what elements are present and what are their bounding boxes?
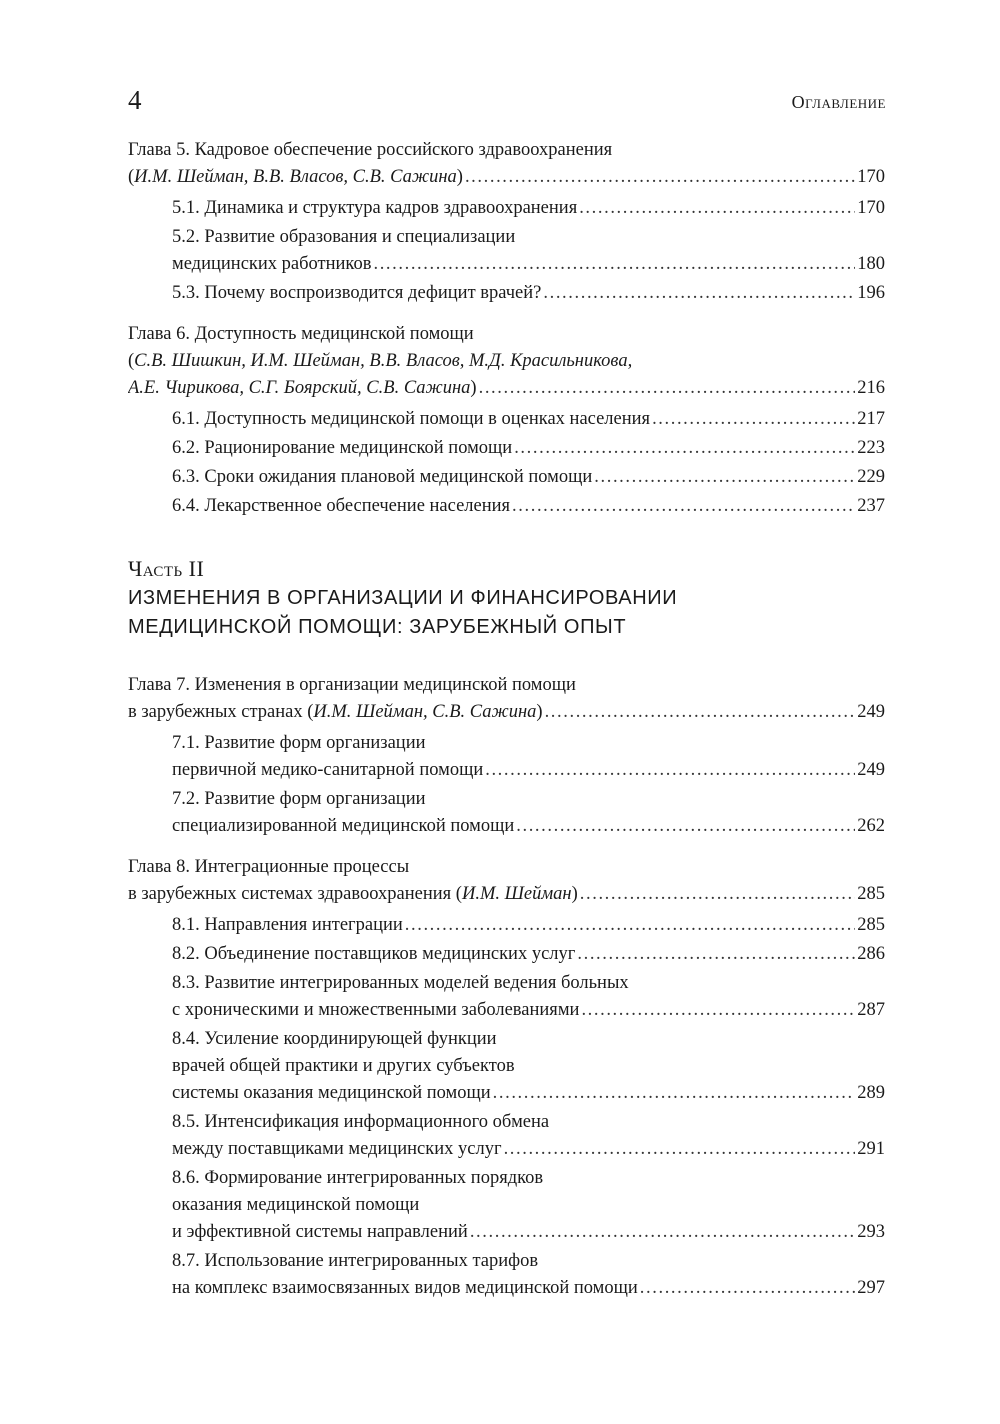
authors-names: С.В. Шишкин, И.М. Шейман, В.В. Власов, М.Д. Красильникова, [134, 351, 633, 371]
section-entry [128, 970, 885, 1024]
section-entry [128, 1248, 885, 1302]
chapter-prefix: в зарубежных системах здравоохранения ( [128, 884, 462, 904]
dot-leader [479, 375, 856, 402]
section-title: системы оказания медицинской помощи [172, 1083, 491, 1103]
section-entry [128, 912, 885, 939]
section-title: специализированной медицинской помощи [172, 816, 515, 836]
section-entry [128, 493, 885, 520]
page-number: 4 [128, 85, 142, 115]
page-ref: 180 [857, 254, 885, 274]
section-entry [128, 280, 885, 307]
dot-leader [516, 813, 855, 840]
entry-text [172, 464, 592, 491]
page-ref: 249 [857, 760, 885, 780]
section-title-line: 8.7. Использование интегрированных тарифов [172, 1251, 539, 1271]
section-title: 5.1. Динамика и структура кадров здравоохранения [172, 198, 578, 218]
section-entry-line [128, 493, 885, 520]
section-entry-line [128, 406, 885, 433]
section-entry-line [128, 251, 885, 278]
entry-text [172, 493, 510, 520]
entry-text [172, 997, 579, 1024]
chapter-entry-line [128, 699, 885, 726]
section-title-line: оказания медицинской помощи [172, 1195, 420, 1215]
page-ref: 217 [857, 409, 885, 429]
section-entry [128, 406, 885, 433]
page-ref: 170 [857, 167, 885, 187]
section-title-line: 8.3. Развитие интегрированных моделей ведения больных [172, 973, 629, 993]
chapter-entry-line [128, 881, 885, 908]
section-title: 8.1. Направления интеграции [172, 915, 403, 935]
entry-text [128, 375, 477, 402]
entry-text [172, 813, 514, 840]
entry-text [172, 941, 575, 968]
section-title-line: 8.6. Формирование интегрированных порядков [172, 1168, 544, 1188]
dot-leader [504, 1136, 856, 1163]
chapter-entry-line [128, 164, 885, 191]
page-ref: 249 [857, 702, 885, 722]
entry-text [172, 280, 541, 307]
page-ref: 291 [857, 1139, 885, 1159]
page-ref: 293 [857, 1222, 885, 1242]
part-title-line: МЕДИЦИНСКОЙ ПОМОЩИ: ЗАРУБЕЖНЫЙ ОПЫТ [128, 616, 627, 638]
entry-text [172, 1080, 491, 1107]
chapters-group-b [128, 672, 885, 1302]
part-title-line: ИЗМЕНЕНИЯ В ОРГАНИЗАЦИИ И ФИНАНСИРОВАНИИ [128, 587, 678, 609]
section-entry-line [128, 912, 885, 939]
dot-leader [470, 1219, 855, 1246]
section-title: на комплекс взаимосвязанных видов медицинской помощи [172, 1278, 638, 1298]
entry-text [172, 406, 650, 433]
section-title: 5.3. Почему воспроизводится дефицит врачей? [172, 283, 542, 303]
section-title-line: 7.2. Развитие форм организации [172, 789, 426, 809]
dot-leader [652, 406, 855, 433]
chapter-title-line: Глава 6. Доступность медицинской помощи [128, 324, 474, 344]
chapter-suffix: ) [456, 167, 463, 187]
page-ref: 297 [857, 1278, 885, 1298]
chapter-authors-line [128, 348, 885, 375]
chapter-authors: И.М. Шейман [461, 884, 572, 904]
chapter-suffix: ) [571, 884, 578, 904]
page-ref: 196 [857, 283, 885, 303]
section-entry-line [128, 941, 885, 968]
section-entry [128, 464, 885, 491]
section-entry [128, 1026, 885, 1107]
section-entry [128, 195, 885, 222]
section-title: 8.2. Объединение поставщиков медицинских услуг [172, 944, 576, 964]
page-ref: 285 [857, 915, 885, 935]
entry-text [172, 1136, 502, 1163]
page-ref: 223 [857, 438, 885, 458]
entry-text [128, 164, 463, 191]
section-title-line: 7.1. Развитие форм организации [172, 733, 426, 753]
dot-leader [581, 997, 855, 1024]
section-title: 6.4. Лекарственное обеспечение населения [172, 496, 511, 516]
chapter-ch5 [128, 137, 885, 307]
chapters-group-a [128, 137, 885, 520]
section-entry-line [128, 1080, 885, 1107]
section-entry [128, 941, 885, 968]
chapter-title-line: Глава 8. Интеграционные процессы [128, 857, 410, 877]
section-title-line: 5.2. Развитие образования и специализации [172, 227, 516, 247]
chapter-prefix: ( [128, 167, 135, 187]
chapter-suffix: ) [536, 702, 543, 722]
entry-text [128, 881, 578, 908]
dot-leader [640, 1275, 855, 1302]
section-title: 6.1. Доступность медицинской помощи в оценках населения [172, 409, 651, 429]
section-entry [128, 1165, 885, 1246]
section-entry-line [128, 757, 885, 784]
chapter-authors: И.М. Шейман, С.В. Сажина [313, 702, 537, 722]
section-title-line: врачей общей практики и других субъектов [172, 1056, 515, 1076]
section-entry-line [128, 464, 885, 491]
section-entry-line [128, 280, 885, 307]
section-title: и эффективной системы направлений [172, 1222, 468, 1242]
page-ref: 285 [857, 884, 885, 904]
section-title: медицинских работников [172, 254, 372, 274]
section-entry [128, 730, 885, 784]
page-ref: 287 [857, 1000, 885, 1020]
entry-text [172, 912, 403, 939]
section-title: 6.3. Сроки ожидания плановой медицинской помощи [172, 467, 593, 487]
entry-text [172, 1275, 638, 1302]
authors-open: ( [128, 351, 135, 371]
section-title: с хроническими и множественными заболеваниями [172, 1000, 580, 1020]
entry-text [172, 251, 371, 278]
dot-leader [514, 435, 855, 462]
entry-text [172, 195, 577, 222]
entry-text [128, 699, 543, 726]
page-ref: 286 [857, 944, 885, 964]
section-entry-line [128, 195, 885, 222]
section-entry-line [128, 435, 885, 462]
section-entry [128, 224, 885, 278]
section-entry-line [128, 813, 885, 840]
chapter-ch7 [128, 672, 885, 840]
section-entry [128, 786, 885, 840]
chapter-suffix: ) [470, 378, 477, 398]
dot-leader [577, 941, 855, 968]
chapter-ch6 [128, 321, 885, 520]
page-ref: 216 [857, 378, 885, 398]
page-ref: 229 [857, 467, 885, 487]
part-heading [128, 554, 885, 642]
dot-leader [485, 757, 855, 784]
section-entry-line [128, 1275, 885, 1302]
section-entry [128, 435, 885, 462]
dot-leader [465, 164, 855, 191]
table-of-contents [128, 137, 885, 1316]
chapter-authors: А.Е. Чирикова, С.Г. Боярский, С.В. Сажина [128, 378, 471, 398]
page-header [128, 84, 886, 124]
part-label: Часть II [128, 556, 205, 581]
dot-leader [493, 1080, 856, 1107]
section-title-line: 8.4. Усиление координирующей функции [172, 1029, 497, 1049]
section-entry-line [128, 1219, 885, 1246]
dot-leader [543, 280, 855, 307]
chapter-authors: И.М. Шейман, В.В. Власов, С.В. Сажина [134, 167, 457, 187]
section-title: 6.2. Рационирование медицинской помощи [172, 438, 513, 458]
dot-leader [545, 699, 856, 726]
entry-text [172, 1219, 468, 1246]
section-title: между поставщиками медицинских услуг [172, 1139, 502, 1159]
dot-leader [594, 464, 855, 491]
chapter-title-line: Глава 7. Изменения в организации медицинской помощи [128, 675, 576, 695]
chapter-prefix: в зарубежных странах ( [128, 702, 314, 722]
dot-leader [512, 493, 855, 520]
chapter-ch8 [128, 854, 885, 1302]
section-entry [128, 1109, 885, 1163]
page-ref: 170 [857, 198, 885, 218]
section-title-line: 8.5. Интенсификация информационного обмена [172, 1112, 550, 1132]
section-entry-line [128, 997, 885, 1024]
page-ref: 289 [857, 1083, 885, 1103]
page-ref: 262 [857, 816, 885, 836]
dot-leader [405, 912, 855, 939]
page-ref: 237 [857, 496, 885, 516]
entry-text [172, 757, 483, 784]
entry-text [172, 435, 512, 462]
section-entry-line [128, 1136, 885, 1163]
chapter-entry-line [128, 375, 885, 402]
dot-leader [579, 195, 855, 222]
section-title: первичной медико-санитарной помощи [172, 760, 484, 780]
running-head: Оглавление [791, 92, 886, 112]
dot-leader [580, 881, 855, 908]
chapter-title-line: Глава 5. Кадровое обеспечение российского здравоохранения [128, 140, 613, 160]
dot-leader [373, 251, 855, 278]
